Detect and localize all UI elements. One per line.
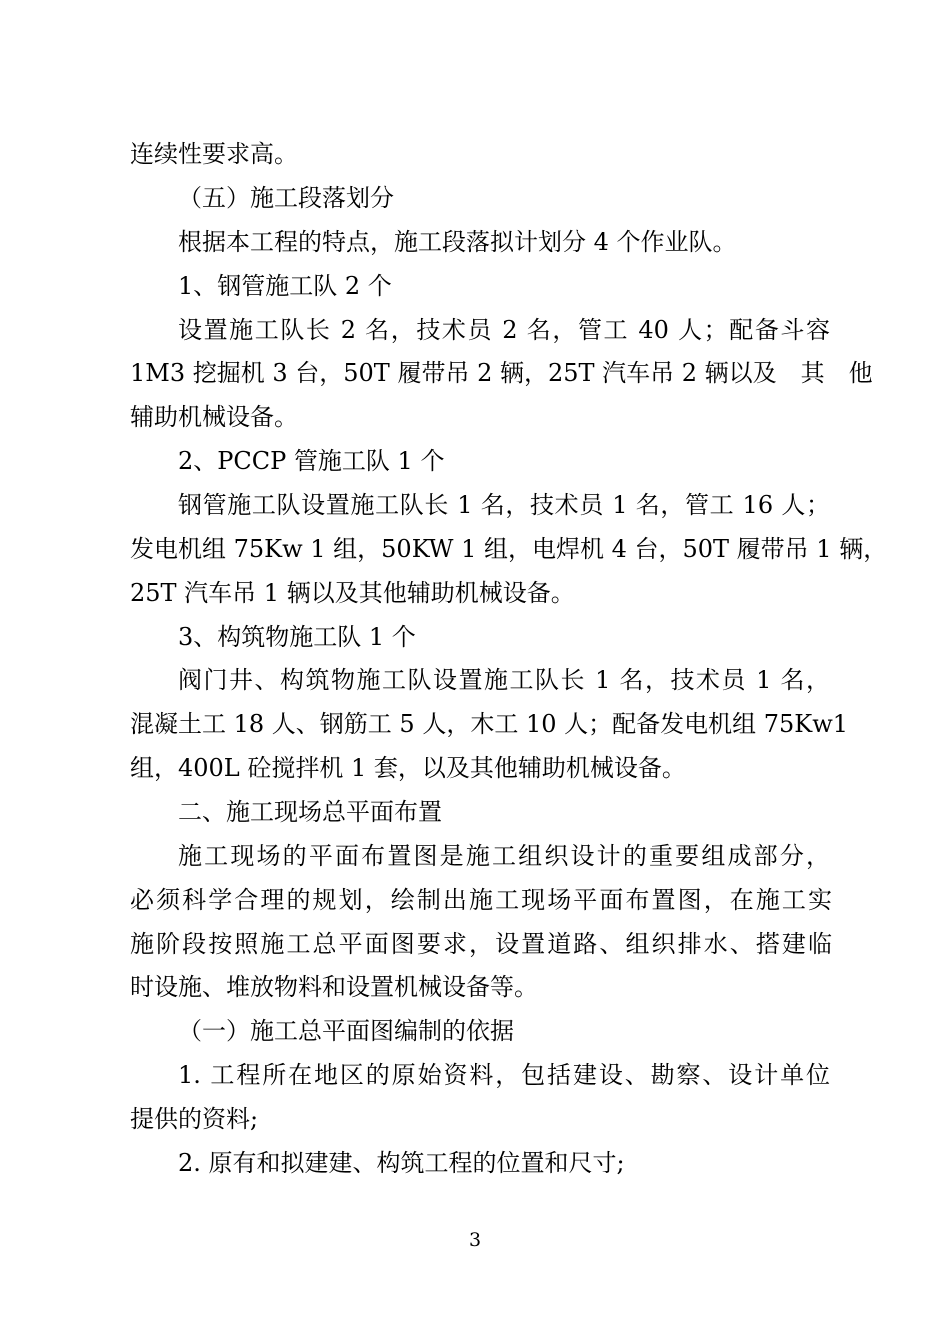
page-number: 3 bbox=[468, 1229, 482, 1251]
text-line: 钢管施工队设置施工队长 1 名，技术员 1 名，管工 16 人； bbox=[178, 491, 830, 519]
text-line: 施阶段按照施工总平面图要求，设置道路、组织排水、搭建临 bbox=[130, 930, 832, 958]
section-heading: （一）施工总平面图编制的依据 bbox=[178, 1017, 514, 1045]
text-line: 1M3 挖掘机 3 台，50T 履带吊 2 辆，25T 汽车吊 2 辆以及 其 他 bbox=[130, 359, 873, 387]
list-heading: 2、PCCP 管施工队 1 个 bbox=[178, 447, 445, 475]
text-line: 组，400L 砼搅拌机 1 套，以及其他辅助机械设备。 bbox=[130, 754, 686, 782]
section-heading: 二、施工现场总平面布置 bbox=[178, 798, 442, 826]
text-line: 施工现场的平面布置图是施工组织设计的重要组成部分， bbox=[178, 842, 830, 870]
text-line: 连续性要求高。 bbox=[130, 140, 298, 168]
text-line: 辅助机械设备。 bbox=[130, 403, 298, 431]
text-line: 2. 原有和拟建建、构筑工程的位置和尺寸; bbox=[178, 1149, 625, 1177]
text-line: 阀门井、构筑物施工队设置施工队长 1 名，技术员 1 名， bbox=[178, 666, 830, 694]
text-line: 必须科学合理的规划，绘制出施工现场平面布置图，在施工实 bbox=[130, 886, 832, 914]
text-line: 根据本工程的特点，施工段落拟计划分 4 个作业队。 bbox=[178, 228, 737, 256]
text-line: 1. 工程所在地区的原始资料，包括建设、勘察、设计单位 bbox=[178, 1061, 830, 1089]
section-heading: （五）施工段落划分 bbox=[178, 184, 394, 212]
text-line: 25T 汽车吊 1 辆以及其他辅助机械设备。 bbox=[130, 579, 575, 607]
text-line: 混凝土工 18 人、钢筋工 5 人，木工 10 人；配备发电机组 75Kw1 bbox=[130, 710, 849, 738]
text-line: 设置施工队长 2 名，技术员 2 名，管工 40 人；配备斗容 bbox=[178, 316, 830, 344]
text-line: 发电机组 75Kw 1 组，50KW 1 组，电焊机 4 台，50T 履带吊 1 辆， bbox=[130, 535, 888, 563]
text-line: 时设施、堆放物料和设置机械设备等。 bbox=[130, 973, 538, 1001]
list-heading: 3、构筑物施工队 1 个 bbox=[178, 623, 416, 651]
list-heading: 1、钢管施工队 2 个 bbox=[178, 272, 392, 300]
text-line: 提供的资料; bbox=[130, 1105, 259, 1133]
